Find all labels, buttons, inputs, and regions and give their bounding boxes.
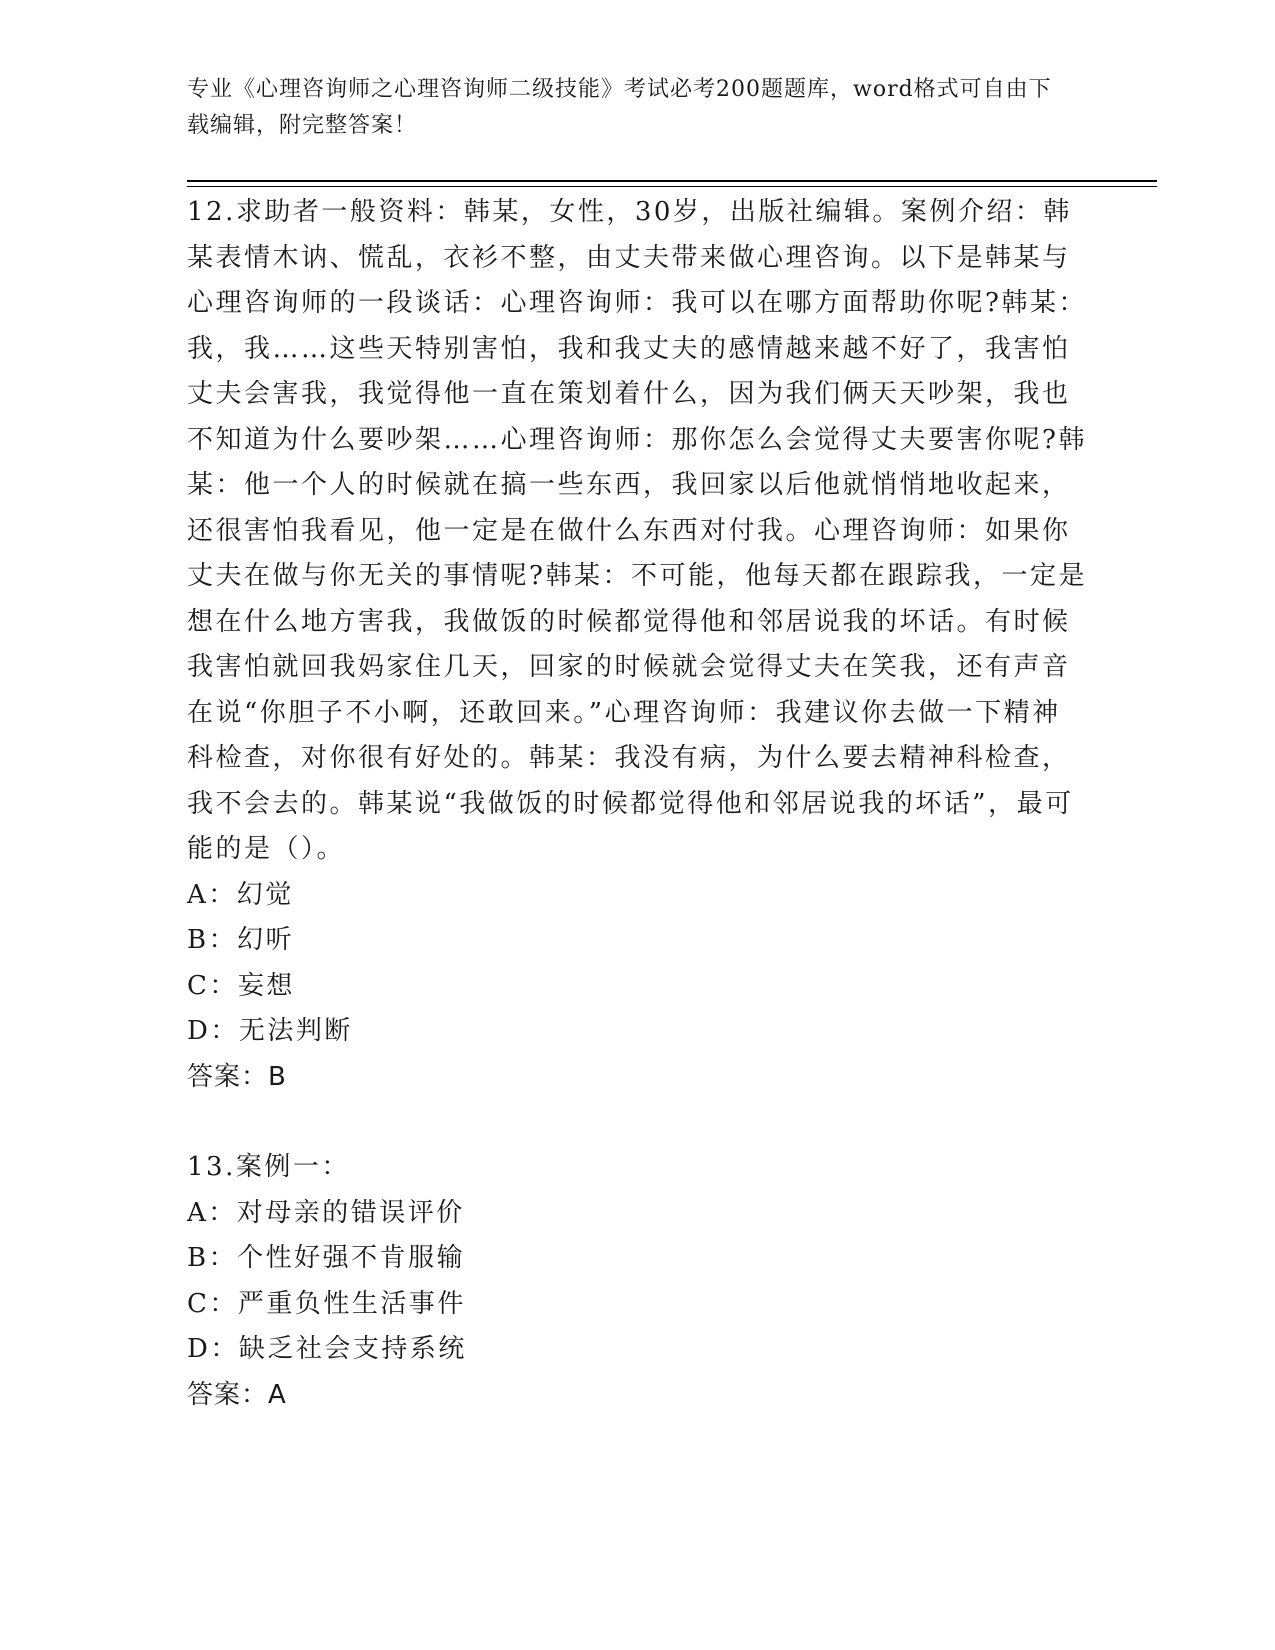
option-b: B：幻听: [187, 925, 295, 955]
answer-line: 答案：A: [187, 1379, 287, 1410]
answer-line: 答案：B: [187, 1061, 287, 1092]
question-block: [187, 190, 1087, 1100]
document-header: 专业《心理咨询师之心理咨询师二级技能》考试必考200题题库，word格式可自由下载编辑，附完整答案！: [187, 77, 1052, 138]
question-spacer: [187, 1100, 1087, 1145]
option-d: D：缺乏社会支持系统: [187, 1334, 467, 1364]
option-a: A：幻觉: [187, 879, 294, 910]
option-c: C：严重负性生活事件: [187, 1288, 466, 1319]
option-b: B：个性好强不肯服输: [187, 1243, 466, 1273]
question-stem: 13.案例一：: [187, 1152, 350, 1182]
header-divider-thin: [187, 186, 1157, 187]
question-list: [187, 190, 1087, 1418]
option-d: D：无法判断: [187, 1016, 353, 1046]
question-stem: 12.求助者一般资料：韩某，女性，30岁，出版社编辑。案例介绍：韩某表情木讷、慌乱，衣衫不整，由丈夫带来做心理咨询。以下是韩某与心理咨询师的一段谈话：心理咨询师：我可以在哪方面帮助你呢?韩某：我，我……这些天特别害怕，我和我丈夫的感情越来越不好了，我害怕丈夫会害我，我觉得他一直在策划着什么，因为我们俩天天吵架，我也不知道为什么要吵架……心理咨询师：那你怎么会觉得丈夫要害你呢?韩某：他一个人的时候就在搞一些东西，我回家以后他就悄悄地收起来，还很害怕我看见，他一定是在做什么东西对付我。心理咨询师：如果你丈夫在做与你无关的事情呢?韩某：不可能，他每天都在跟踪我，一定是想在什么地方害我，我做饭的时候都觉得他和邻居说我的坏话。有时候我害怕就回我妈家住几天，回家的时候就会觉得丈夫在笑我，还有声音在说“你胆子不小啊，还敢回来。”心理咨询师：我建议你去做一下精神科检查，对你很有好处的。韩某：我没有病，为什么要去精神科检查，我不会去的。韩某说“我做饭的时候都觉得他和邻居说我的坏话”，最可能的是（）。: [187, 197, 1087, 864]
question-block: [187, 1145, 1087, 1418]
option-a: A：对母亲的错误评价: [187, 1197, 465, 1228]
option-c: C：妄想: [187, 970, 295, 1001]
header-divider-thick: [187, 180, 1157, 182]
